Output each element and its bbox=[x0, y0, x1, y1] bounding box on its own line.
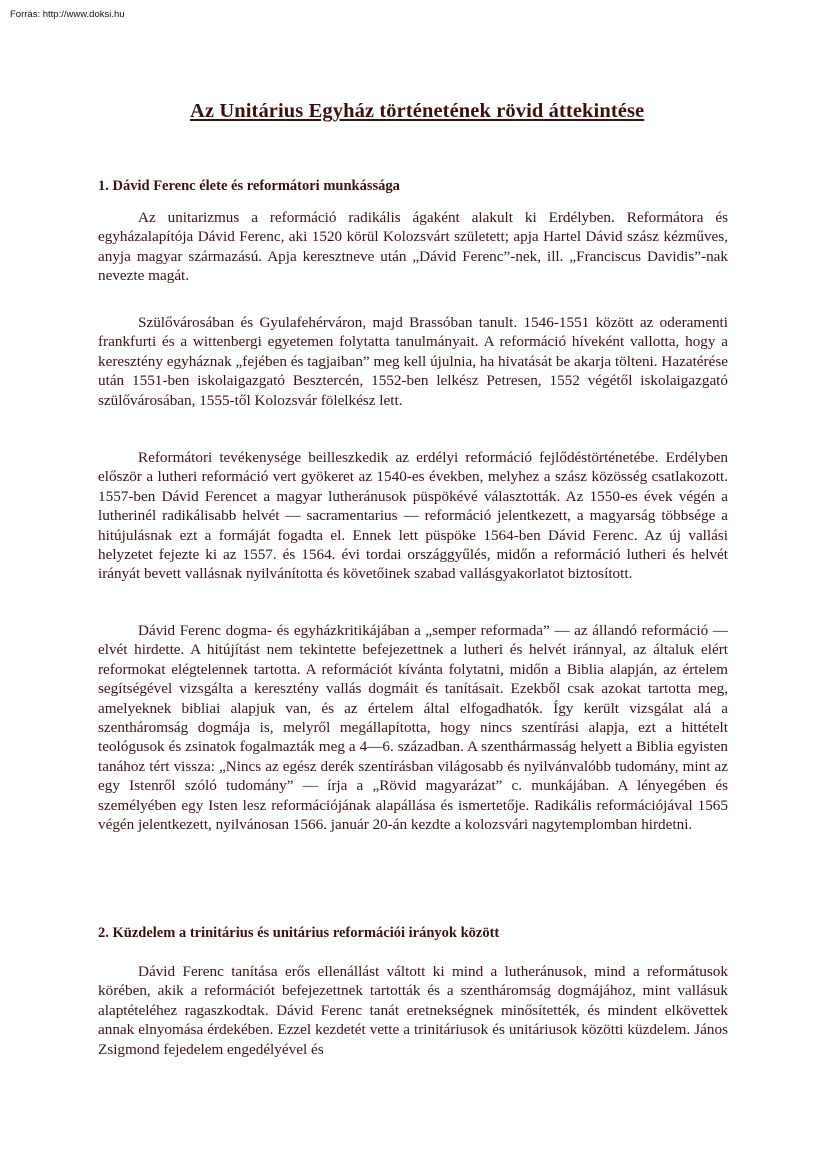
document-title: Az Unitárius Egyház történetének rövid áttekintése bbox=[190, 100, 645, 122]
paragraph: Szülővárosában és Gyulafehérváron, majd Brassóban tanult. 1546-1551 között az oderamenti frankfurti és a wittenbergi egyetemen folytatta tanulmányait. A reformáció híveként vallotta, hogy a keresztény egyháznak „fejében és tagjaiban” meg kell újulnia, ha hivatását be akarja tölteni. Hazatérése után 1551-ben iskolaigazgató Besztercén, 1552-ben lelkész Petresen, 1552 végétől iskolaigazgató szülővárosában, 1555-től Kolozsvár fölelkész lett. bbox=[98, 314, 728, 409]
paragraph: Reformátori tevékenysége beilleszkedik az erdélyi reformáció fejlődéstörténetébe. Erdélyben először a lutheri reformáció vert gyökeret az 1540-es években, melyhez a szász közösség csatlakozott. 1557-ben Dávid Ferencet a magyar lutheránusok püspökévé választották. Az 1550-es évek végén a lutherinél radikálisabb helvét — sacramentarius — reformáció jelentkezett, a magyarság többsége a hitújulásnak ezt a formáját fogadta el. Ennek lett püspöke 1564-ben Dávid Ferenc. Az új vallási helyzetet fejezte ki az 1557. és 1564. évi tordai országgyűlés, midőn a reformáció lutheri és helvét irányát bevett vallásnak nyilvánította és követőinek szabad vallásgyakorlatot biztosított. bbox=[98, 449, 728, 583]
paragraph: Az unitarizmus a reformáció radikális ágaként alakult ki Erdélyben. Reformátora és egyházalapítója Dávid Ferenc, aki 1520 körül Kolozsvárt született; apja Hartel Dávid szász kézműves, anyja magyar származású. Apja keresztneve után „Dávid Ferenc”-nek, ill. „Franciscus Davidis”-nak nevezte magát. bbox=[98, 209, 728, 285]
source-note: Forrás: http://www.doksi.hu bbox=[10, 9, 125, 20]
paragraph: Dávid Ferenc dogma- és egyházkritikájában a „semper reformada” — az állandó reformáció — elvét hirdette. A hitújítást nem tekintette befejezettnek a lutheri és helvét iránnyal, az általuk elért reformokat elégtelennek tartotta. A reformációt kívánta folytatni, midőn a Biblia alapján, az értelem segítségével vizsgálta a keresztény vallás dogmáit és tanításait. Ezekből csak azokat tartotta meg, amelyeknek bibliai alapjuk van, és az értelem által elfogadhatók. Így került vizsgálat alá a szentháromság dogmája is, melyről megállapította, hogy nincs szentírási alapja, ezt a hittételt teológusok és zsinatok fogalmazták meg a 4—6. században. A szenthármasság helyett a Biblia egyisten tanához tért vissza: „Nincs az egész derék szentírásban világosabb és nyilvánvalóbb tudomány, mint az egy Istenről szóló tudomány” — írja a „Rövid magyarázat” c. munkájában. A lényegében és személyében egy Isten lesz reformációjának alapállása és ismertetője. Radikális reformációjával 1565 végén jelentkezett, nyilvánosan 1566. január 20-án kezdte a kolozsvári nagytemplomban hirdetni. bbox=[98, 622, 728, 834]
section-1-heading: 1. Dávid Ferenc élete és reformátori munkássága bbox=[98, 178, 400, 194]
section-2-heading: 2. Küzdelem a trinitárius és unitárius reformációi irányok között bbox=[98, 925, 500, 941]
paragraph: Dávid Ferenc tanítása erős ellenállást váltott ki mind a lutheránusok, mind a reformátusok körében, akik a reformációt befejezettnek tartották és a szentháromság dogmájához, mint vallásuk alaptételéhez ragaszkodtak. Dávid Ferenc tanát eretnekségnek minősítették, és mindent elkövettek annak elnyomása érdekében. Ezzel kezdetét vette a trinitáriusok és unitáriusok közötti küzdelem. János Zsigmond fejedelem engedélyével és bbox=[98, 963, 728, 1058]
